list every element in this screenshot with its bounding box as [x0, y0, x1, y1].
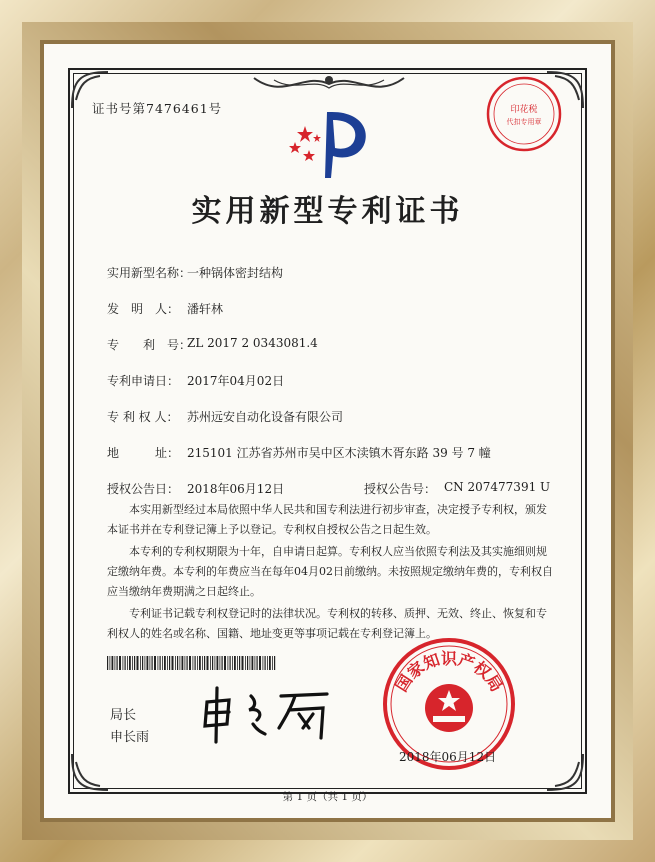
field-label-filing-date: 专利申请日：: [107, 374, 180, 388]
page-footer: 第 1 页（共 1 页）: [282, 791, 373, 803]
seal-date: 2018年06月12日: [399, 750, 497, 764]
signature-name: 申长雨: [110, 730, 150, 745]
barcode: [107, 656, 277, 670]
field-label-address: 地 址：: [107, 446, 180, 460]
terms-paragraph-2: 本专利的专利权期限为十年，自申请日起算。专利权人应当依照专利法及其实施细则规定缴纳年费。本专利的年费应当在每年04月02日前缴纳。未按照规定缴纳年费的，专利权自应当缴纳年费期满之日起终止。: [107, 545, 553, 598]
field-value-address: 215101 江苏省苏州市吴中区木渎镇木胥东路 39 号 7 幢: [187, 446, 491, 460]
signature-title: 局长: [110, 708, 137, 723]
certificate-number: 证书号第7476461号: [92, 101, 223, 116]
top-ornament: [244, 70, 414, 102]
certificate-title: 实用新型专利证书: [191, 194, 464, 229]
field-label-patentee: 专 利 权 人：: [107, 410, 179, 424]
corner-ornament-br: [545, 752, 585, 792]
grant-number-value: CN 207477391 U: [444, 480, 551, 494]
field-label-patent-no: 专 利 号：: [107, 338, 192, 352]
field-label-name: 实用新型名称：: [107, 266, 192, 280]
terms-paragraph-3: 专利证书记载专利权登记时的法律状况。专利权的转移、质押、无效、终止、恢复和专利权人的姓名或名称、国籍、地址变更等事项记载在专利登记簿上。: [107, 607, 547, 640]
certificate-paper: [44, 44, 611, 818]
field-value-filing-date: 2017年04月02日: [187, 374, 285, 388]
grant-date-label: 授权公告日：: [107, 482, 180, 496]
terms-text: [107, 500, 557, 646]
field-value-patent-no: ZL 2017 2 0343081.4: [187, 336, 318, 350]
seal-arc-text: 国家知识产权局: [391, 649, 507, 696]
field-label-inventor: 发 明 人：: [107, 302, 180, 316]
grant-date-value: 2018年06月12日: [187, 482, 285, 496]
patent-office-logo: [287, 104, 377, 182]
field-value-name: 一种锅体密封结构: [187, 266, 284, 280]
corner-ornament-bl: [70, 752, 110, 792]
grant-number-label: 授权公告号：: [364, 482, 437, 496]
svg-text:印花税: 印花税: [510, 105, 538, 115]
terms-paragraph-1: 本实用新型经过本局依照中华人民共和国专利法进行初步审查，决定授予专利权，颁发本证书并在专利登记簿上予以登记。专利权自授权公告之日起生效。: [107, 503, 547, 536]
tax-seal-stamp: [484, 74, 564, 154]
handwritten-signature: [199, 684, 334, 744]
field-value-patentee: 苏州远安自动化设备有限公司: [187, 410, 344, 424]
field-value-inventor: 潘轩林: [187, 302, 224, 316]
svg-text:代扣专用章: 代扣专用章: [506, 118, 542, 126]
